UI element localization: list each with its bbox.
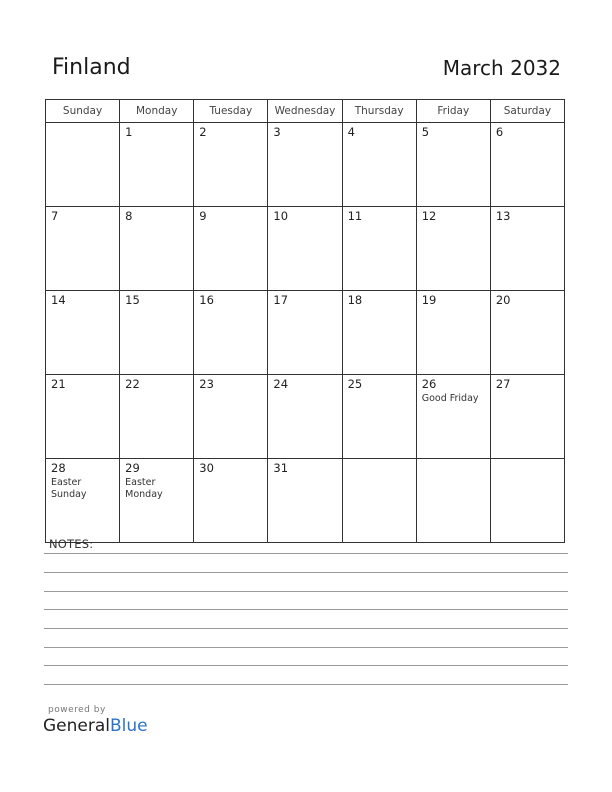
day-number: 31 <box>273 461 289 475</box>
note-line <box>44 628 568 629</box>
brand-blue: Blue <box>110 716 148 736</box>
week-row <box>46 375 565 459</box>
day-number: 5 <box>421 125 430 139</box>
day-number: 17 <box>273 293 289 307</box>
calendar-country: Finland <box>52 55 131 80</box>
day-cell <box>416 375 490 459</box>
day-number: 16 <box>199 293 214 307</box>
day-number: 19 <box>421 293 437 307</box>
day-number: 23 <box>199 377 214 391</box>
weekday-sunday: Sunday <box>46 100 120 123</box>
day-number: 29 <box>125 461 140 475</box>
weekday-thursday: Thursday <box>342 100 416 123</box>
week-row <box>46 459 565 543</box>
brand-general: General <box>43 716 110 736</box>
note-line <box>44 684 568 685</box>
day-cell <box>342 123 416 207</box>
day-cell <box>120 207 194 291</box>
day-cell <box>46 375 120 459</box>
day-cell <box>120 291 194 375</box>
day-number: 18 <box>347 293 363 307</box>
note-line <box>44 665 568 666</box>
day-cell <box>342 291 416 375</box>
day-number: 14 <box>51 293 66 307</box>
weekday-friday: Friday <box>416 100 490 123</box>
day-cell <box>268 375 342 459</box>
day-cell <box>194 291 268 375</box>
week-row <box>46 291 565 375</box>
day-number: 11 <box>347 209 363 223</box>
generalblue-logo <box>43 716 148 736</box>
day-number: 24 <box>273 377 289 391</box>
week-row <box>46 207 565 291</box>
day-cell <box>194 123 268 207</box>
day-cell <box>268 207 342 291</box>
day-cell <box>342 207 416 291</box>
powered-by-text: powered by <box>48 705 106 715</box>
day-number: 22 <box>125 377 140 391</box>
day-cell <box>268 123 342 207</box>
day-number: 2 <box>199 125 207 139</box>
day-cell <box>120 123 194 207</box>
day-cell <box>342 375 416 459</box>
day-cell <box>194 375 268 459</box>
day-cell <box>342 459 416 543</box>
weekday-saturday: Saturday <box>490 100 564 123</box>
holiday-label: Good Friday <box>421 393 479 404</box>
weekday-tuesday: Tuesday <box>194 100 268 123</box>
day-number: 4 <box>347 125 355 139</box>
calendar-grid <box>45 99 565 543</box>
day-number: 28 <box>51 461 66 475</box>
day-cell <box>416 459 490 543</box>
note-line <box>44 572 568 573</box>
day-cell <box>490 375 564 459</box>
day-cell <box>120 459 194 543</box>
day-number: 26 <box>421 377 437 391</box>
day-cell <box>268 291 342 375</box>
day-cell <box>416 207 490 291</box>
day-cell <box>490 459 564 543</box>
day-cell <box>268 459 342 543</box>
day-cell <box>490 123 564 207</box>
day-cell <box>46 207 120 291</box>
day-number: 6 <box>495 125 504 139</box>
day-number: 21 <box>51 377 66 391</box>
day-number: 8 <box>125 209 133 223</box>
day-number: 12 <box>421 209 437 223</box>
note-line <box>44 591 568 592</box>
day-number: 3 <box>273 125 281 139</box>
day-cell <box>194 459 268 543</box>
day-number: 7 <box>51 209 59 223</box>
weekday-monday: Monday <box>120 100 194 123</box>
calendar-month-year: March 2032 <box>442 56 561 80</box>
day-number: 20 <box>495 293 511 307</box>
day-cell <box>46 291 120 375</box>
day-cell <box>416 123 490 207</box>
day-number: 27 <box>495 377 511 391</box>
weekday-header-row <box>46 100 565 123</box>
note-line <box>44 553 568 554</box>
day-number: 10 <box>273 209 289 223</box>
day-cell <box>490 207 564 291</box>
note-line <box>44 647 568 648</box>
day-number: 15 <box>125 293 140 307</box>
day-number: 13 <box>495 209 511 223</box>
day-cell <box>416 291 490 375</box>
holiday-label: Easter Sunday <box>51 477 87 500</box>
note-line <box>44 609 568 610</box>
day-cell <box>120 375 194 459</box>
day-cell <box>490 291 564 375</box>
day-cell <box>194 207 268 291</box>
day-number: 9 <box>199 209 207 223</box>
holiday-label: Easter Monday <box>125 477 163 500</box>
day-number: 1 <box>125 125 133 139</box>
week-row <box>46 123 565 207</box>
weekday-wednesday: Wednesday <box>268 100 342 123</box>
day-cell <box>46 123 120 207</box>
day-number: 25 <box>347 377 363 391</box>
notes-label: NOTES: <box>49 537 94 551</box>
day-cell <box>46 459 120 543</box>
day-number: 30 <box>199 461 214 475</box>
